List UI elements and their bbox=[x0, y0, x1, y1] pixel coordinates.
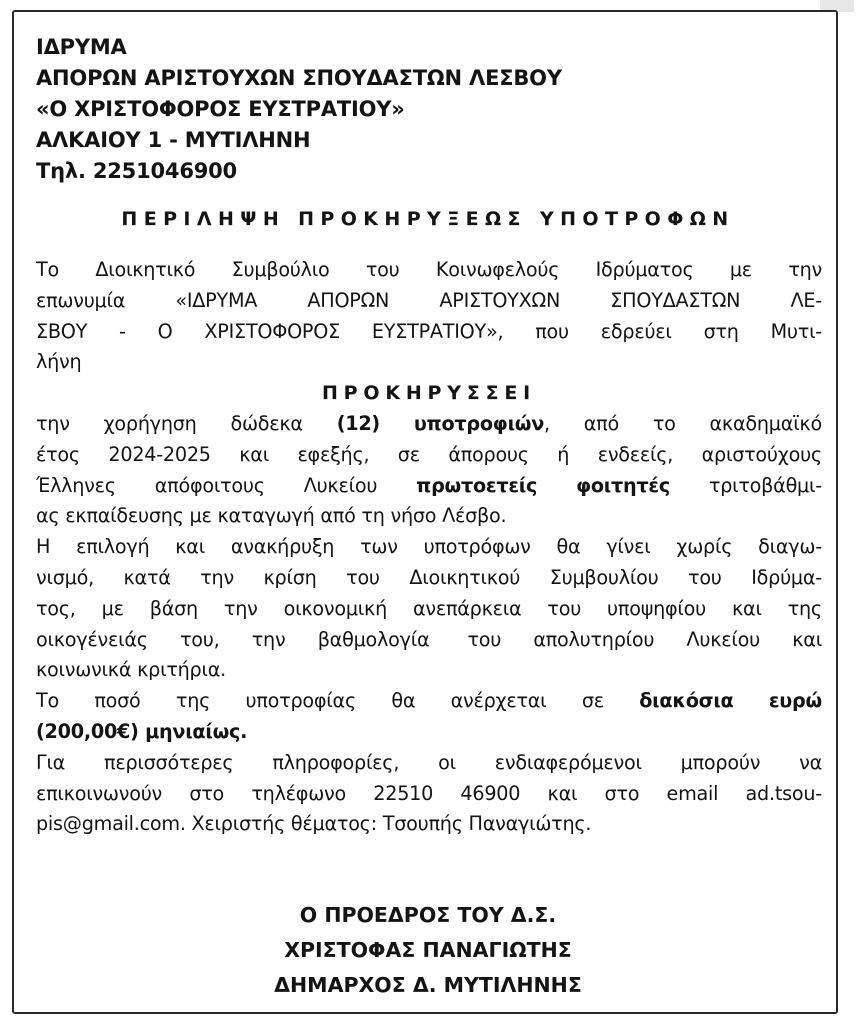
word: ΛΕ- bbox=[790, 288, 822, 312]
word: ακαδημαϊκό bbox=[709, 411, 822, 435]
word: πληροφορίες, bbox=[272, 750, 400, 774]
selection-line-1 bbox=[36, 532, 822, 563]
word: ανέρχεται bbox=[450, 689, 547, 713]
word: 46900 bbox=[460, 781, 521, 805]
word: στη bbox=[703, 319, 739, 343]
word: στο bbox=[604, 781, 640, 805]
header-address: ΑΛΚΑΙΟΥ 1 - ΜΥΤΙΛΗΝΗ bbox=[36, 128, 311, 152]
word: Ιδρύματος bbox=[595, 258, 694, 281]
word: απόφοιτους bbox=[154, 473, 265, 497]
word: ΑΡΙΣΤΟΥΧΩΝ bbox=[439, 288, 561, 312]
word: βαθμολογία bbox=[317, 627, 430, 651]
word: ποσό bbox=[94, 689, 141, 713]
word: από bbox=[583, 411, 619, 435]
word: σε bbox=[581, 689, 604, 713]
word: νισμό, bbox=[36, 565, 94, 589]
selection-line-5 bbox=[36, 655, 822, 686]
word: ανακήρυξη bbox=[230, 535, 335, 559]
word: «ΙΔΡΥΜΑ bbox=[175, 288, 258, 312]
word: υποψηφίου bbox=[607, 596, 706, 620]
intro-line-3 bbox=[36, 317, 822, 348]
word: που bbox=[535, 319, 569, 343]
amount-line-1 bbox=[36, 686, 822, 717]
grant-line-1 bbox=[36, 409, 822, 440]
word: βάση bbox=[149, 596, 198, 620]
amount-line-2 bbox=[36, 717, 822, 748]
word: επικοινωνούν bbox=[36, 781, 163, 805]
bold-word: διακόσια bbox=[639, 689, 734, 713]
word: θα bbox=[391, 689, 416, 713]
word: του bbox=[688, 565, 722, 589]
word: Έλληνες bbox=[36, 473, 116, 497]
word: υποτροφίας bbox=[245, 689, 356, 713]
header-foundation: ΙΔΡΥΜΑ bbox=[36, 35, 127, 59]
intro-line-2 bbox=[36, 286, 822, 317]
word: ΣΠΟΥΔΑΣΤΩΝ bbox=[610, 288, 741, 312]
word: ΧΡΙΣΤΟΦΟΡΟΣ bbox=[204, 319, 340, 343]
word: και bbox=[792, 627, 822, 651]
word: τηλέφωνο bbox=[251, 781, 346, 805]
word: την bbox=[251, 627, 286, 651]
word: Μυτι- bbox=[770, 319, 822, 343]
word: την bbox=[200, 565, 234, 589]
header-phone: Τηλ. 2251046900 bbox=[36, 159, 237, 183]
word: , bbox=[544, 411, 550, 435]
word: της bbox=[787, 596, 822, 620]
selection-line-4 bbox=[36, 625, 822, 656]
word: τριτοβάθμι- bbox=[708, 473, 822, 497]
word: αριστούχους bbox=[701, 442, 822, 466]
word: άπορους bbox=[448, 442, 529, 466]
word: οικογένειάς bbox=[36, 627, 148, 651]
word: ad.tsou- bbox=[745, 781, 822, 805]
intro-line-4-text: λήνη bbox=[36, 350, 82, 374]
word: Ιδρύμα- bbox=[751, 565, 822, 589]
contact-line-2 bbox=[36, 779, 822, 810]
word: Συμβουλίου bbox=[549, 565, 659, 589]
word: εδρεύει bbox=[600, 319, 672, 343]
word: διαγω- bbox=[758, 535, 822, 559]
word: ΕΥΣΤΡΑΤΙΟΥ», bbox=[371, 319, 504, 343]
word: εφεξής, bbox=[297, 442, 370, 466]
word: ενδεείς, bbox=[597, 442, 674, 466]
intro-line-4 bbox=[36, 347, 822, 378]
word: Λυκείου bbox=[686, 627, 760, 651]
signature-title: ΔΗΜΑΡΧΟΣ Δ. ΜΥΤΙΛΗΝΗΣ bbox=[274, 973, 582, 997]
selection-line-5-text: κοινωνικά κριτήρια. bbox=[36, 658, 226, 682]
announcement-body bbox=[36, 255, 822, 840]
word: ΑΠΟΡΩΝ bbox=[307, 288, 390, 312]
word: επιλογή bbox=[76, 535, 150, 559]
grant-line-2 bbox=[36, 440, 822, 471]
word: των bbox=[360, 535, 398, 559]
word: στο bbox=[189, 781, 225, 805]
bold-word: φοιτητές bbox=[576, 473, 670, 497]
bold-word: ευρώ bbox=[768, 689, 822, 713]
word: θα bbox=[556, 535, 581, 559]
word: χωρίς bbox=[676, 535, 733, 559]
header-founder-name: «Ο ΧΡΙΣΤΟΦΟΡΟΣ ΕΥΣΤΡΑΤΙΟΥ» bbox=[36, 97, 405, 121]
word: της bbox=[175, 689, 211, 713]
word: Το bbox=[36, 689, 59, 713]
bold-word: υποτροφιών bbox=[413, 411, 545, 435]
announcement-title: ΠΕΡΙΛΗΨΗ ΠΡΟΚΗΡΥΞΕΩΣ ΥΠΟΤΡΟΦΩΝ bbox=[121, 208, 735, 230]
word: την bbox=[36, 411, 70, 435]
word: και bbox=[175, 535, 205, 559]
word: 2024-2025 bbox=[108, 442, 211, 466]
word: την bbox=[788, 258, 822, 281]
word: σε bbox=[397, 442, 420, 466]
word: το bbox=[652, 411, 676, 435]
bold-word: πρωτοετείς bbox=[416, 473, 538, 497]
word: ανεπάρκεια bbox=[412, 596, 522, 620]
word: ενδιαφερόμενοι bbox=[494, 750, 642, 774]
word: Διοικητικού bbox=[409, 565, 521, 589]
word: Διοικητικό bbox=[95, 258, 196, 281]
signature-block bbox=[0, 898, 856, 1003]
word: και bbox=[731, 596, 762, 620]
word: του bbox=[365, 258, 400, 281]
word: δώδεκα bbox=[230, 411, 303, 435]
word: Το bbox=[36, 258, 59, 281]
word: με bbox=[101, 596, 124, 620]
word: του, bbox=[180, 627, 220, 651]
contact-line-3-text: pis@gmail.com. Χειριστής θέματος: Τσουπής Παναγιώτης. bbox=[36, 812, 592, 836]
word: έτος bbox=[36, 442, 80, 466]
selection-line-2 bbox=[36, 563, 822, 594]
word: ΣΒΟΥ bbox=[36, 319, 88, 343]
word: γίνει bbox=[606, 535, 651, 559]
word: οι bbox=[438, 750, 456, 774]
grant-line-4-text: ας εκπαίδευσης με καταγωγή από τη νήσο Λέσβο. bbox=[36, 504, 507, 528]
word: και bbox=[239, 442, 269, 466]
amount-line-2-text: (200,00€) μηνιαίως. bbox=[36, 719, 248, 743]
word: μπορούν bbox=[680, 750, 761, 774]
proclaims-heading: ΠΡΟΚΗΡΥΣΣΕΙ bbox=[321, 382, 537, 405]
signature-name: ΧΡΙΣΤΟΦΑΣ ΠΑΝΑΓΙΩΤΗΣ bbox=[284, 938, 572, 962]
word: Κοινωφελούς bbox=[435, 258, 560, 281]
grant-line-3 bbox=[36, 471, 822, 502]
selection-line-3 bbox=[36, 594, 822, 625]
word: τος, bbox=[36, 596, 76, 620]
word: με bbox=[729, 258, 752, 281]
organization-header bbox=[36, 32, 562, 187]
word: του bbox=[461, 627, 502, 651]
contact-line-3 bbox=[36, 809, 822, 840]
header-foundation-name: ΑΠΟΡΩΝ ΑΡΙΣΤΟΥΧΩΝ ΣΠΟΥΔΑΣΤΩΝ ΛΕΣΒΟΥ bbox=[36, 66, 562, 90]
word: του bbox=[547, 596, 582, 620]
word: email bbox=[666, 781, 719, 805]
word: ή bbox=[557, 442, 570, 466]
word: Για bbox=[36, 750, 66, 774]
word: επωνυμία bbox=[36, 288, 126, 312]
contact-line-1 bbox=[36, 748, 822, 779]
grant-line-4 bbox=[36, 501, 822, 532]
word: χορήγηση bbox=[103, 411, 197, 435]
word: Λυκείου bbox=[303, 473, 378, 497]
word: - bbox=[119, 319, 126, 343]
word: κατά bbox=[123, 565, 171, 589]
word: περισσότερες bbox=[104, 750, 234, 774]
word: Η bbox=[36, 535, 51, 559]
word: 22510 bbox=[373, 781, 434, 805]
word: κρίση bbox=[263, 565, 317, 589]
bold-word: (12) bbox=[336, 411, 380, 435]
word: απολυτηρίου bbox=[533, 627, 655, 651]
word-group bbox=[414, 409, 550, 440]
word: Ο bbox=[157, 319, 173, 343]
word: του bbox=[346, 565, 380, 589]
word: και bbox=[547, 781, 578, 805]
intro-line-1 bbox=[36, 255, 822, 286]
signature-role: Ο ΠΡΟΕΔΡΟΣ ΤΟΥ Δ.Σ. bbox=[299, 903, 557, 927]
word: οικονομική bbox=[283, 596, 387, 620]
word: την bbox=[223, 596, 258, 620]
word: υποτρόφων bbox=[423, 535, 531, 559]
word: να bbox=[799, 750, 822, 774]
word: Συμβούλιο bbox=[231, 258, 330, 281]
